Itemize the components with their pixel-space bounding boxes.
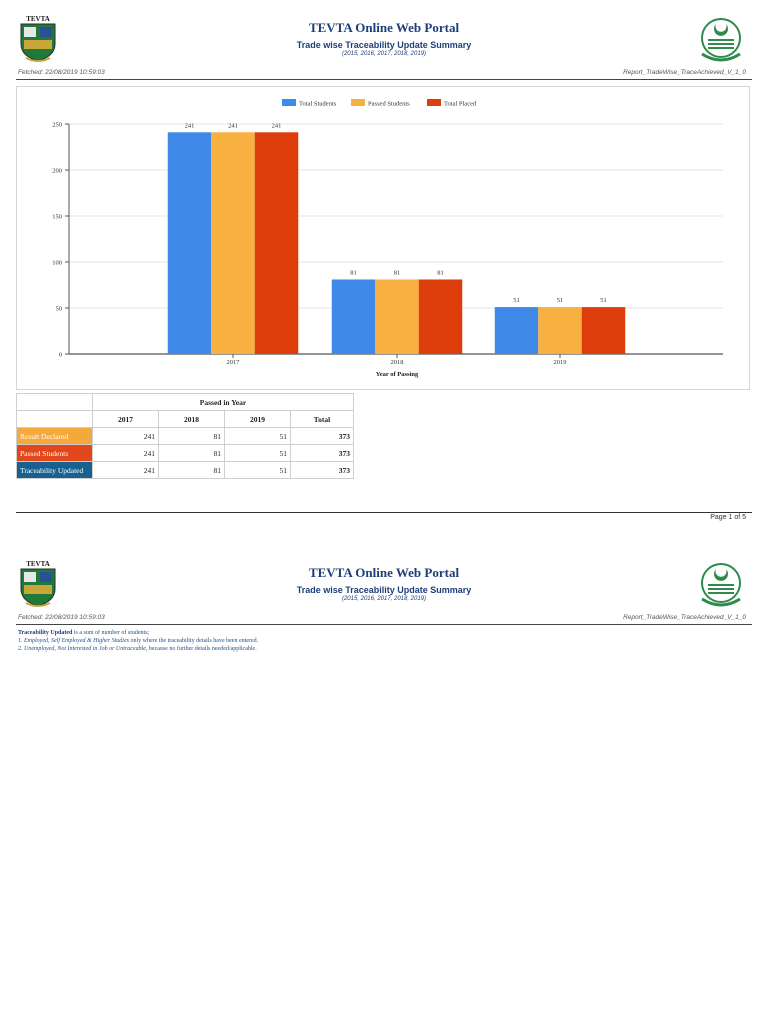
data-label: 81 [437, 269, 444, 277]
report-code: Report_TradeWise_TraceAchieved_V_1_0 [623, 69, 746, 76]
table-cell: 81 [159, 462, 225, 479]
bar-total-placed [419, 279, 463, 354]
notes-item-1-text: only where the traceability details have been entered. [128, 638, 259, 644]
table-group-header-row [17, 394, 354, 411]
report-title: Trade wise Traceability Update Summary [296, 40, 472, 50]
table-total-cell: 373 [291, 462, 354, 479]
report-code: Report_TradeWise_TraceAchieved_V_1_0 [623, 614, 746, 621]
footer-divider [16, 512, 752, 513]
legend-label: Total Placed [444, 100, 477, 108]
table-cell: 51 [225, 462, 291, 479]
legend-swatch [351, 99, 365, 106]
fetched-timestamp: Fetched: 22/08/2019 10:59:03 [18, 69, 105, 76]
data-label: 51 [513, 297, 520, 305]
y-tick-label: 150 [52, 213, 62, 221]
table-column-header: 2019 [225, 411, 291, 428]
y-tick-label: 0 [58, 351, 62, 359]
table-group-header: Passed in Year [93, 394, 354, 411]
data-label: 51 [556, 297, 564, 305]
fetched-timestamp: Fetched: 22/08/2019 10:59:03 [18, 614, 105, 621]
y-tick-label: 200 [52, 167, 62, 175]
notes-intro-term: Traceability Updated [18, 630, 73, 636]
table-row [17, 445, 354, 462]
punjab-emblem-logo [696, 16, 746, 64]
table-row [17, 462, 354, 479]
table-cell: 241 [93, 445, 159, 462]
bar-total-students [332, 279, 376, 354]
table-column-header: 2018 [159, 411, 225, 428]
report-title: Trade wise Traceability Update Summary [296, 585, 472, 595]
report-page-2 [0, 545, 768, 1024]
table-column-header-row [17, 411, 354, 428]
x-tick-label: 2017 [226, 359, 240, 366]
notes-intro [18, 629, 258, 637]
table-column-header: 2017 [93, 411, 159, 428]
bar-total-students [168, 132, 212, 354]
bar-total-placed [255, 132, 299, 354]
header-divider [16, 624, 752, 625]
data-label: 241 [228, 122, 238, 130]
table-cell: 51 [225, 428, 291, 445]
punjab-emblem-logo [696, 561, 746, 609]
bar-passed-students [211, 132, 255, 354]
notes-intro-text: is a sum of number of students; [72, 630, 150, 636]
y-tick-label: 50 [55, 305, 62, 313]
legend-swatch [427, 99, 441, 106]
bar-total-students [495, 307, 539, 354]
notes-item-2-text: , because no further details needed/applicable. [145, 646, 257, 652]
row-label-result-declared: Result Declared [17, 428, 93, 445]
row-label-traceability-updated: Traceability Updated [17, 462, 93, 479]
table-cell: 241 [93, 428, 159, 445]
table-corner-cell [17, 394, 93, 411]
table-row [17, 428, 354, 445]
page-number: Page 1 of 5 [710, 514, 746, 521]
svg-text:TEVTA: TEVTA [26, 15, 50, 23]
report-years: (2015, 2016, 2017, 2018, 2019) [341, 596, 427, 602]
data-label: 81 [350, 269, 357, 277]
report-years: (2015, 2016, 2017, 2018, 2019) [341, 51, 427, 57]
portal-title: TEVTA Online Web Portal [308, 20, 460, 35]
data-label: 241 [271, 122, 282, 130]
bar-passed-students [538, 307, 582, 354]
legend-swatch [282, 99, 296, 106]
header-divider [16, 79, 752, 80]
x-tick-label: 2019 [553, 359, 567, 366]
x-tick-label: 2018 [390, 359, 404, 366]
bar-total-placed [582, 307, 626, 354]
traceability-notes [18, 629, 258, 653]
notes-item-2 [18, 645, 258, 653]
table-cell: 241 [93, 462, 159, 479]
bar-passed-students [375, 279, 419, 354]
table-total-cell: 373 [291, 445, 354, 462]
bar-chart [16, 86, 750, 390]
row-label-passed-students: Passed Students [17, 445, 93, 462]
portal-title: TEVTA Online Web Portal [308, 565, 460, 580]
notes-item-2-term: Unemployed, Not Interested in Job or Untraceable [24, 646, 146, 652]
notes-item-number: 2. [18, 646, 24, 652]
y-tick-label: 100 [52, 259, 62, 267]
table-cell: 51 [225, 445, 291, 462]
legend-label: Passed Students [368, 100, 410, 108]
bar-chart-svg [17, 87, 749, 389]
notes-item-1-term: Employed, Self Employed & Higher Studies [24, 638, 129, 644]
report-header [0, 545, 768, 625]
data-label: 51 [600, 297, 607, 305]
passed-in-year-table [16, 393, 354, 479]
notes-item-number: 1. [18, 638, 24, 644]
table-blank-header [17, 411, 93, 428]
data-label: 241 [184, 122, 195, 130]
legend-label: Total Students [299, 100, 337, 108]
data-label: 81 [393, 269, 401, 277]
report-header [0, 0, 768, 80]
svg-text:TEVTA: TEVTA [26, 560, 50, 568]
table-total-cell: 373 [291, 428, 354, 445]
table-cell: 81 [159, 445, 225, 462]
notes-item-1 [18, 637, 258, 645]
table-column-header: Total [291, 411, 354, 428]
table-cell: 81 [159, 428, 225, 445]
x-axis-title: Year of Passing [375, 371, 419, 378]
y-tick-label: 250 [52, 121, 62, 129]
